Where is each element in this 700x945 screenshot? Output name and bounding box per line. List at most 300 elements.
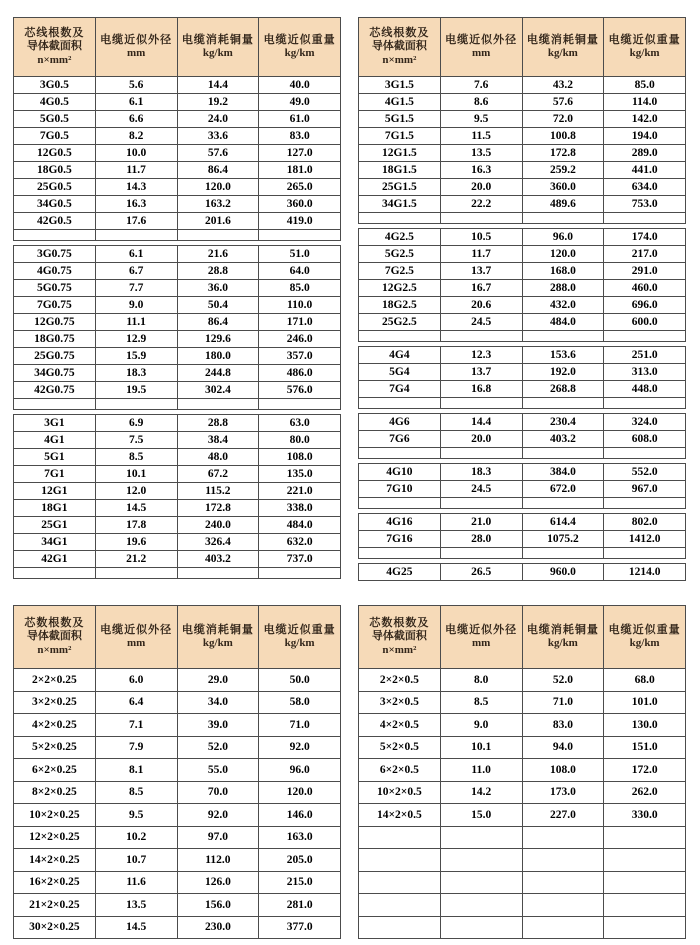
table-cell: 403.2 bbox=[177, 551, 259, 568]
table-cell: 10.5 bbox=[440, 229, 522, 246]
table-cell: 11.7 bbox=[95, 162, 177, 179]
table-row bbox=[359, 128, 686, 145]
table-cell: 146.0 bbox=[259, 804, 341, 827]
table-cell: 16×2×0.25 bbox=[14, 871, 96, 894]
table-row bbox=[359, 196, 686, 213]
table-cell: 80.0 bbox=[259, 432, 341, 449]
table-cell bbox=[604, 826, 686, 849]
table-cell: 19.5 bbox=[95, 382, 177, 399]
table-cell: 15.0 bbox=[440, 804, 522, 827]
table-row bbox=[359, 826, 686, 849]
table-cell: 171.0 bbox=[259, 314, 341, 331]
table-cell: 10×2×0.25 bbox=[14, 804, 96, 827]
table-row bbox=[14, 162, 341, 179]
separator-row bbox=[14, 399, 341, 410]
table-cell: 13.7 bbox=[440, 364, 522, 381]
table-cell: 71.0 bbox=[522, 691, 604, 714]
table-cell: 489.6 bbox=[522, 196, 604, 213]
table-row bbox=[359, 77, 686, 94]
table-cell: 25G2.5 bbox=[359, 314, 441, 331]
table-cell: 129.6 bbox=[177, 331, 259, 348]
table-cell: 4G10 bbox=[359, 464, 441, 481]
table-cell: 163.0 bbox=[259, 826, 341, 849]
table-cell: 24.0 bbox=[177, 111, 259, 128]
table-cell: 7G1.5 bbox=[359, 128, 441, 145]
table-cell: 4G1 bbox=[14, 432, 96, 449]
table-cell: 114.0 bbox=[604, 94, 686, 111]
table-cell bbox=[522, 331, 604, 342]
table-row bbox=[359, 894, 686, 917]
separator-row bbox=[359, 448, 686, 459]
table-row bbox=[14, 196, 341, 213]
table-cell: 18G1 bbox=[14, 500, 96, 517]
table-cell: 5G0.75 bbox=[14, 280, 96, 297]
table-cell: 172.8 bbox=[177, 500, 259, 517]
table-cell bbox=[604, 871, 686, 894]
table-cell: 291.0 bbox=[604, 263, 686, 280]
table-cell: 174.0 bbox=[604, 229, 686, 246]
table-row bbox=[359, 564, 686, 581]
table-row bbox=[359, 759, 686, 782]
table-row bbox=[359, 804, 686, 827]
table-cell: 1412.0 bbox=[604, 531, 686, 548]
table-cell bbox=[522, 871, 604, 894]
table-row bbox=[359, 229, 686, 246]
separator-row bbox=[359, 548, 686, 559]
table-row bbox=[14, 804, 341, 827]
table-cell: 180.0 bbox=[177, 348, 259, 365]
table-cell: 289.0 bbox=[604, 145, 686, 162]
table-cell: 10×2×0.5 bbox=[359, 781, 441, 804]
separator-row bbox=[359, 498, 686, 509]
table-cell: 192.0 bbox=[522, 364, 604, 381]
table-cell: 12G0.5 bbox=[14, 145, 96, 162]
table-cell: 20.0 bbox=[440, 431, 522, 448]
table-row bbox=[14, 894, 341, 917]
table-row bbox=[14, 432, 341, 449]
table-cell: 1075.2 bbox=[522, 531, 604, 548]
table-cell: 30×2×0.25 bbox=[14, 916, 96, 939]
table-row bbox=[14, 94, 341, 111]
table-section-top-left bbox=[13, 17, 341, 579]
table-cell: 85.0 bbox=[259, 280, 341, 297]
table-cell: 4G2.5 bbox=[359, 229, 441, 246]
table-cell: 172.0 bbox=[604, 759, 686, 782]
table-cell: 42G0.75 bbox=[14, 382, 96, 399]
table-cell bbox=[359, 871, 441, 894]
table-row bbox=[14, 871, 341, 894]
table-cell bbox=[522, 894, 604, 917]
separator-row bbox=[14, 230, 341, 241]
table-cell: 13.7 bbox=[440, 263, 522, 280]
table-cell: 360.0 bbox=[259, 196, 341, 213]
table-row bbox=[359, 111, 686, 128]
table-cell: 7G16 bbox=[359, 531, 441, 548]
table-cell: 7G6 bbox=[359, 431, 441, 448]
table-cell: 240.0 bbox=[177, 517, 259, 534]
table-row bbox=[359, 263, 686, 280]
table-cell: 696.0 bbox=[604, 297, 686, 314]
table-row bbox=[14, 736, 341, 759]
table-cell: 85.0 bbox=[604, 77, 686, 94]
table-row bbox=[14, 263, 341, 280]
table-cell: 10.7 bbox=[95, 849, 177, 872]
table-cell: 17.8 bbox=[95, 517, 177, 534]
column-header: 电缆消耗铜量 kg/km bbox=[177, 18, 259, 77]
table-cell: 14.5 bbox=[95, 500, 177, 517]
table-cell: 7.7 bbox=[95, 280, 177, 297]
table-row bbox=[14, 781, 341, 804]
table-cell: 419.0 bbox=[259, 213, 341, 230]
table-cell: 672.0 bbox=[522, 481, 604, 498]
table-cell: 201.6 bbox=[177, 213, 259, 230]
table-cell: 3G0.5 bbox=[14, 77, 96, 94]
table-cell: 33.6 bbox=[177, 128, 259, 145]
table-cell: 5G4 bbox=[359, 364, 441, 381]
table-cell: 52.0 bbox=[522, 669, 604, 692]
table-cell: 5×2×0.25 bbox=[14, 736, 96, 759]
table-cell: 3G1.5 bbox=[359, 77, 441, 94]
table-row bbox=[14, 331, 341, 348]
table-cell: 960.0 bbox=[522, 564, 604, 581]
column-header: 芯数根数及 导体截面积 n×mm² bbox=[14, 606, 96, 669]
table-row bbox=[359, 94, 686, 111]
table-cell bbox=[359, 398, 441, 409]
table-cell: 16.3 bbox=[440, 162, 522, 179]
table-cell: 484.0 bbox=[522, 314, 604, 331]
table-cell: 7.6 bbox=[440, 77, 522, 94]
table-row bbox=[14, 669, 341, 692]
table-row bbox=[14, 145, 341, 162]
table-row bbox=[359, 297, 686, 314]
table-cell bbox=[522, 398, 604, 409]
table-cell: 576.0 bbox=[259, 382, 341, 399]
header-row bbox=[359, 18, 686, 77]
table-cell: 330.0 bbox=[604, 804, 686, 827]
table-cell: 967.0 bbox=[604, 481, 686, 498]
table-cell bbox=[604, 498, 686, 509]
table-cell: 6.9 bbox=[95, 415, 177, 432]
table-cell: 34G1 bbox=[14, 534, 96, 551]
table-cell: 9.0 bbox=[95, 297, 177, 314]
table-cell: 326.4 bbox=[177, 534, 259, 551]
table-row bbox=[14, 551, 341, 568]
table-cell: 302.4 bbox=[177, 382, 259, 399]
table-row bbox=[14, 759, 341, 782]
table-cell: 34.0 bbox=[177, 691, 259, 714]
table-cell: 460.0 bbox=[604, 280, 686, 297]
table-cell: 20.0 bbox=[440, 179, 522, 196]
table-cell: 18G2.5 bbox=[359, 297, 441, 314]
table-cell: 86.4 bbox=[177, 314, 259, 331]
header-row bbox=[14, 606, 341, 669]
table-cell: 288.0 bbox=[522, 280, 604, 297]
table-cell bbox=[440, 849, 522, 872]
table-cell: 357.0 bbox=[259, 348, 341, 365]
table-cell: 36.0 bbox=[177, 280, 259, 297]
table-cell: 21×2×0.25 bbox=[14, 894, 96, 917]
table-cell: 9.5 bbox=[95, 804, 177, 827]
table-cell bbox=[359, 498, 441, 509]
table-cell bbox=[440, 331, 522, 342]
table-cell: 217.0 bbox=[604, 246, 686, 263]
table-cell: 108.0 bbox=[259, 449, 341, 466]
table-cell: 72.0 bbox=[522, 111, 604, 128]
table-cell: 10.2 bbox=[95, 826, 177, 849]
table-cell: 10.1 bbox=[440, 736, 522, 759]
table-cell: 6.7 bbox=[95, 263, 177, 280]
column-header: 电缆近似外径 mm bbox=[440, 606, 522, 669]
table-cell: 120.0 bbox=[259, 781, 341, 804]
separator-row bbox=[14, 568, 341, 579]
table-row bbox=[14, 466, 341, 483]
table-row bbox=[359, 246, 686, 263]
table-cell: 12.9 bbox=[95, 331, 177, 348]
table-cell bbox=[604, 849, 686, 872]
table-cell: 7G2.5 bbox=[359, 263, 441, 280]
table-cell bbox=[359, 448, 441, 459]
table-cell: 6.6 bbox=[95, 111, 177, 128]
table-row bbox=[359, 280, 686, 297]
column-header: 电缆近似外径 mm bbox=[95, 18, 177, 77]
table-cell: 172.8 bbox=[522, 145, 604, 162]
table-cell: 18G0.75 bbox=[14, 331, 96, 348]
table-cell bbox=[604, 331, 686, 342]
table-cell: 7G0.75 bbox=[14, 297, 96, 314]
table-cell: 142.0 bbox=[604, 111, 686, 128]
table-cell bbox=[95, 230, 177, 241]
table-cell: 120.0 bbox=[177, 179, 259, 196]
separator-row bbox=[359, 213, 686, 224]
table-cell: 29.0 bbox=[177, 669, 259, 692]
table-cell bbox=[177, 399, 259, 410]
table-cell: 51.0 bbox=[259, 246, 341, 263]
table-cell: 4G16 bbox=[359, 514, 441, 531]
table-cell: 16.8 bbox=[440, 381, 522, 398]
table-cell: 14.4 bbox=[440, 414, 522, 431]
table-row bbox=[14, 826, 341, 849]
table-cell bbox=[177, 230, 259, 241]
table-cell: 614.4 bbox=[522, 514, 604, 531]
table-cell: 8.5 bbox=[95, 781, 177, 804]
spec-table-bottom-left bbox=[13, 605, 341, 939]
table-cell bbox=[359, 213, 441, 224]
table-row bbox=[359, 514, 686, 531]
table-row bbox=[14, 280, 341, 297]
table-cell: 205.0 bbox=[259, 849, 341, 872]
table-cell: 227.0 bbox=[522, 804, 604, 827]
table-cell: 25G1 bbox=[14, 517, 96, 534]
table-cell: 10.1 bbox=[95, 466, 177, 483]
table-cell bbox=[95, 568, 177, 579]
header-row bbox=[14, 18, 341, 77]
table-cell: 34G0.5 bbox=[14, 196, 96, 213]
table-cell: 12G1 bbox=[14, 483, 96, 500]
table-cell: 92.0 bbox=[177, 804, 259, 827]
table-cell: 600.0 bbox=[604, 314, 686, 331]
table-cell: 14×2×0.25 bbox=[14, 849, 96, 872]
table-cell: 97.0 bbox=[177, 826, 259, 849]
table-cell bbox=[359, 849, 441, 872]
table-cell: 173.0 bbox=[522, 781, 604, 804]
table-cell: 194.0 bbox=[604, 128, 686, 145]
table-cell: 5G0.5 bbox=[14, 111, 96, 128]
table-cell: 634.0 bbox=[604, 179, 686, 196]
table-row bbox=[14, 534, 341, 551]
column-header: 电缆消耗铜量 kg/km bbox=[522, 18, 604, 77]
table-cell: 324.0 bbox=[604, 414, 686, 431]
table-cell: 151.0 bbox=[604, 736, 686, 759]
header-row bbox=[359, 606, 686, 669]
table-cell: 50.4 bbox=[177, 297, 259, 314]
table-cell: 3G0.75 bbox=[14, 246, 96, 263]
table-cell: 127.0 bbox=[259, 145, 341, 162]
table-cell: 57.6 bbox=[522, 94, 604, 111]
table-row bbox=[359, 531, 686, 548]
table-row bbox=[14, 77, 341, 94]
table-cell: 448.0 bbox=[604, 381, 686, 398]
table-cell bbox=[604, 916, 686, 939]
table-cell: 20.6 bbox=[440, 297, 522, 314]
table-cell bbox=[359, 331, 441, 342]
table-row bbox=[14, 297, 341, 314]
table-row bbox=[359, 481, 686, 498]
table-cell: 38.4 bbox=[177, 432, 259, 449]
table-cell: 18.3 bbox=[95, 365, 177, 382]
table-cell bbox=[604, 213, 686, 224]
table-cell: 11.6 bbox=[95, 871, 177, 894]
table-cell: 230.4 bbox=[522, 414, 604, 431]
column-header: 电缆消耗铜量 kg/km bbox=[522, 606, 604, 669]
table-cell: 112.0 bbox=[177, 849, 259, 872]
table-cell: 265.0 bbox=[259, 179, 341, 196]
spec-table-bottom-right bbox=[358, 605, 686, 939]
table-cell bbox=[522, 916, 604, 939]
column-header: 芯线根数及 导体截面积 n×mm² bbox=[14, 18, 96, 77]
table-cell bbox=[604, 894, 686, 917]
table-cell: 4G0.75 bbox=[14, 263, 96, 280]
table-cell: 12.0 bbox=[95, 483, 177, 500]
table-cell: 7G10 bbox=[359, 481, 441, 498]
table-cell: 28.0 bbox=[440, 531, 522, 548]
table-cell bbox=[522, 213, 604, 224]
table-cell bbox=[522, 448, 604, 459]
table-cell: 61.0 bbox=[259, 111, 341, 128]
table-cell bbox=[604, 548, 686, 559]
table-cell: 39.0 bbox=[177, 714, 259, 737]
table-cell: 6.4 bbox=[95, 691, 177, 714]
table-cell: 4G1.5 bbox=[359, 94, 441, 111]
table-cell bbox=[359, 548, 441, 559]
table-cell: 14.5 bbox=[95, 916, 177, 939]
table-cell: 63.0 bbox=[259, 415, 341, 432]
table-row bbox=[359, 669, 686, 692]
table-cell: 83.0 bbox=[522, 714, 604, 737]
table-row bbox=[14, 517, 341, 534]
table-cell: 486.0 bbox=[259, 365, 341, 382]
table-cell: 4×2×0.5 bbox=[359, 714, 441, 737]
table-section-bottom-left bbox=[13, 605, 341, 939]
table-cell: 14×2×0.5 bbox=[359, 804, 441, 827]
table-cell: 753.0 bbox=[604, 196, 686, 213]
table-cell: 24.5 bbox=[440, 314, 522, 331]
table-cell: 484.0 bbox=[259, 517, 341, 534]
table-cell: 11.0 bbox=[440, 759, 522, 782]
table-cell: 110.0 bbox=[259, 297, 341, 314]
table-cell bbox=[14, 230, 96, 241]
table-cell: 4G4 bbox=[359, 347, 441, 364]
table-cell bbox=[522, 826, 604, 849]
table-cell: 246.0 bbox=[259, 331, 341, 348]
table-row bbox=[14, 415, 341, 432]
table-cell: 432.0 bbox=[522, 297, 604, 314]
table-cell: 3G1 bbox=[14, 415, 96, 432]
table-cell: 16.7 bbox=[440, 280, 522, 297]
table-cell: 57.6 bbox=[177, 145, 259, 162]
table-cell: 215.0 bbox=[259, 871, 341, 894]
table-cell: 40.0 bbox=[259, 77, 341, 94]
table-row bbox=[14, 348, 341, 365]
table-row bbox=[359, 781, 686, 804]
table-cell bbox=[522, 548, 604, 559]
table-cell: 8.1 bbox=[95, 759, 177, 782]
table-cell: 632.0 bbox=[259, 534, 341, 551]
table-cell: 403.2 bbox=[522, 431, 604, 448]
table-cell: 5G1.5 bbox=[359, 111, 441, 128]
table-cell: 94.0 bbox=[522, 736, 604, 759]
table-row bbox=[359, 381, 686, 398]
table-row bbox=[14, 714, 341, 737]
table-cell: 9.5 bbox=[440, 111, 522, 128]
table-cell: 71.0 bbox=[259, 714, 341, 737]
table-row bbox=[14, 449, 341, 466]
table-cell: 3×2×0.25 bbox=[14, 691, 96, 714]
table-cell: 25G1.5 bbox=[359, 179, 441, 196]
table-cell: 12G2.5 bbox=[359, 280, 441, 297]
table-cell: 48.0 bbox=[177, 449, 259, 466]
table-cell: 6.0 bbox=[95, 669, 177, 692]
table-cell: 2×2×0.25 bbox=[14, 669, 96, 692]
table-cell bbox=[604, 398, 686, 409]
table-cell: 552.0 bbox=[604, 464, 686, 481]
table-cell: 19.2 bbox=[177, 94, 259, 111]
table-cell: 14.3 bbox=[95, 179, 177, 196]
table-row bbox=[14, 246, 341, 263]
table-cell: 8.5 bbox=[440, 691, 522, 714]
table-cell: 259.2 bbox=[522, 162, 604, 179]
table-cell: 230.0 bbox=[177, 916, 259, 939]
spec-table-top-left bbox=[13, 17, 341, 579]
table-cell: 8×2×0.25 bbox=[14, 781, 96, 804]
table-section-top-right bbox=[358, 17, 686, 581]
table-row bbox=[359, 714, 686, 737]
table-cell: 313.0 bbox=[604, 364, 686, 381]
table-cell: 58.0 bbox=[259, 691, 341, 714]
column-header: 电缆近似重量 kg/km bbox=[259, 606, 341, 669]
table-cell: 68.0 bbox=[604, 669, 686, 692]
table-section-bottom-right bbox=[358, 605, 686, 939]
table-cell: 10.0 bbox=[95, 145, 177, 162]
table-cell: 8.6 bbox=[440, 94, 522, 111]
table-cell: 43.2 bbox=[522, 77, 604, 94]
table-cell: 25G0.75 bbox=[14, 348, 96, 365]
column-header: 芯数根数及 导体截面积 n×mm² bbox=[359, 606, 441, 669]
table-cell: 11.5 bbox=[440, 128, 522, 145]
table-cell bbox=[440, 916, 522, 939]
table-cell: 135.0 bbox=[259, 466, 341, 483]
table-row bbox=[14, 916, 341, 939]
table-cell: 100.8 bbox=[522, 128, 604, 145]
